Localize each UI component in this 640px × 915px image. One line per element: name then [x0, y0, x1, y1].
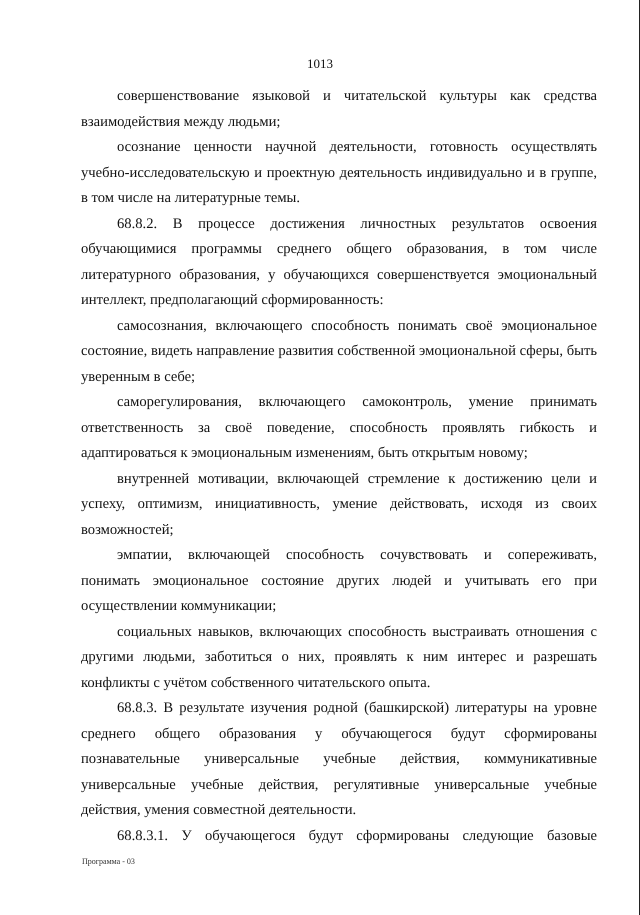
paragraph: социальных навыков, включающих способность выстраивать отношения с другими людьми, заботиться о них, проявлять к ним интерес и разрешать конфликты с учётом собственного читательского опыта.	[81, 623, 597, 691]
document-body	[81, 84, 597, 849]
paragraph: совершенствование языковой и читательской культуры как средства взаимодействия между людьми;	[81, 88, 597, 130]
paragraph: самосознания, включающего способность понимать своё эмоциональное состояние, видеть направление развития собственной эмоциональной сферы, быть уверенным в себе;	[81, 317, 597, 385]
paragraph: 68.8.3. В результате изучения родной (башкирской) литературы на уровне среднего общего образования у обучающегося будут сформированы познавательные универсальные учебные действия, коммуникативные универсальные учебные действия, регулятивные универсальные учебные действия, умения совместной деятельности.	[81, 700, 597, 818]
footer-label: Программа - 03	[82, 857, 135, 866]
paragraph: 68.8.2. В процессе достижения личностных результатов освоения обучающимися программы среднего общего образования, в том числе литературного образования, у обучающихся совершенствуется эмоциональный интеллект, предполагающий сформированность:	[81, 215, 597, 308]
paragraph: внутренней мотивации, включающей стремление к достижению цели и успеху, оптимизм, инициативность, умение действовать, исходя из своих возможностей;	[81, 470, 597, 538]
paragraph: саморегулирования, включающего самоконтроль, умение принимать ответственность за своё поведение, способность проявлять гибкость и адаптироваться к эмоциональным изменениям, быть открытым новому;	[81, 394, 597, 461]
paragraph: осознание ценности научной деятельности, готовность осуществлять учебно-исследовательскую и проектную деятельность индивидуально и в группе, в том числе на литературные темы.	[81, 139, 597, 206]
page-number: 1013	[307, 56, 333, 71]
paragraph: эмпатии, включающей способность сочувствовать и сопереживать, понимать эмоциональное состояние других людей и учитывать его при осуществлении коммуникации;	[81, 547, 597, 614]
paragraph: 68.8.3.1. У обучающегося будут сформированы следующие базовые	[117, 827, 597, 844]
